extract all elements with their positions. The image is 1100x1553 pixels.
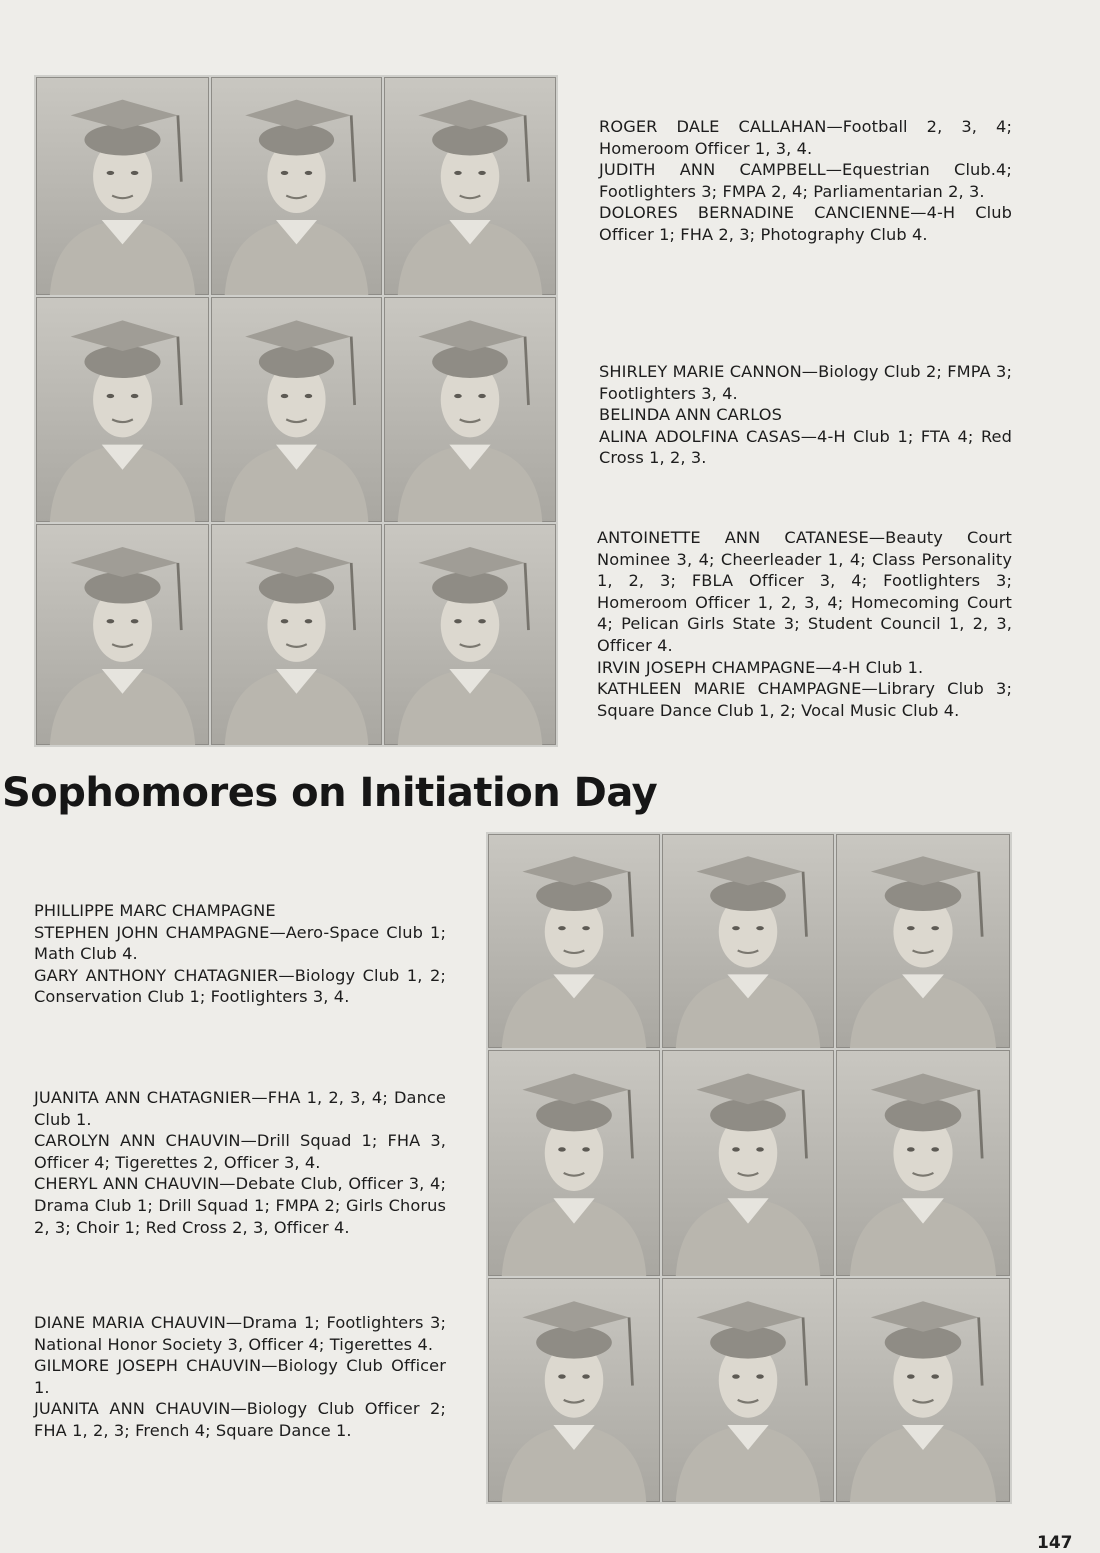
caption-entry: JUDITH ANN CAMPBELL—Equestrian Club.4; Footlighters 3; FMPA 2, 4; Parliamentarian 2, 3. [599, 160, 1012, 201]
portrait-silhouette [384, 524, 556, 745]
caption-group-6 [34, 1312, 446, 1442]
caption-entry: STEPHEN JOHN CHAMPAGNE—Aero-Space Club 1; Math Club 4. [34, 922, 446, 964]
portrait-diane-chauvin [488, 1278, 660, 1502]
portrait-silhouette [384, 77, 556, 295]
portrait-juanita-chauvin [836, 1278, 1010, 1502]
portrait-cheryl-chauvin [836, 1050, 1010, 1276]
portrait-silhouette [488, 1278, 660, 1502]
portrait-silhouette [36, 524, 209, 745]
caption-group-3 [597, 527, 1012, 721]
portrait-cannon [36, 297, 209, 522]
caption-group-5 [34, 1087, 446, 1238]
portrait-silhouette [836, 834, 1010, 1048]
caption-entry: KATHLEEN MARIE CHAMPAGNE—Library Club 3; Square Dance Club 1, 2; Vocal Music Club 4. [597, 679, 1012, 720]
caption-entry: DIANE MARIA CHAUVIN—Drama 1; Footlighters 3; National Honor Society 3, Officer 4; Tigerettes 4. [34, 1313, 446, 1354]
portrait-carlos [211, 297, 382, 522]
portrait-campbell [211, 77, 382, 295]
portrait-stephen-champagne [662, 834, 834, 1048]
portrait-silhouette [836, 1278, 1010, 1502]
portrait-catanese [36, 524, 209, 745]
caption-entry: GILMORE JOSEPH CHAUVIN—Biology Club Officer 1. [34, 1356, 446, 1397]
caption-entry: DOLORES BERNADINE CANCIENNE—4-H Club Officer 1; FHA 2, 3; Photography Club 4. [599, 203, 1012, 244]
portrait-silhouette [488, 834, 660, 1048]
portrait-juanita-chatagnier [488, 1050, 660, 1276]
caption-entry: PHILLIPPE MARC CHAMPAGNE [34, 901, 276, 920]
portrait-cancienne [384, 77, 556, 295]
portrait-irvin-champagne [211, 524, 382, 745]
portrait-phillippe-champagne [488, 834, 660, 1048]
caption-entry: ALINA ADOLFINA CASAS—4-H Club 1; FTA 4; Red Cross 1, 2, 3. [599, 426, 1012, 468]
portrait-silhouette [384, 297, 556, 522]
portrait-silhouette [211, 77, 382, 295]
portrait-silhouette [662, 1278, 834, 1502]
caption-entry: IRVIN JOSEPH CHAMPAGNE—4-H Club 1. [597, 657, 924, 677]
portrait-silhouette [211, 297, 382, 522]
caption-group-4 [34, 900, 446, 1008]
caption-entry: ROGER DALE CALLAHAN—Football 2, 3, 4; Homeroom Officer 1, 3, 4. [599, 117, 1012, 158]
section-heading: Sophomores on Initiation Day [2, 770, 658, 816]
caption-group-1 [599, 116, 1012, 246]
caption-entry: CHERYL ANN CHAUVIN—Debate Club, Officer 3, 4; Drama Club 1; Drill Squad 1; FMPA 2; Girls Chorus 2, 3; Choir 1; Red Cross 2, 3, Officer 4. [34, 1174, 446, 1237]
portrait-silhouette [211, 524, 382, 745]
bottom-photo-grid [486, 832, 1012, 1504]
portrait-kathleen-champagne [384, 524, 556, 745]
caption-entry: JUANITA ANN CHAUVIN—Biology Club Officer 2; FHA 1, 2, 3; French 4; Square Dance 1. [34, 1399, 446, 1440]
page-number: 147 [1037, 1533, 1073, 1553]
portrait-silhouette [662, 834, 834, 1048]
caption-entry: JUANITA ANN CHATAGNIER—FHA 1, 2, 3, 4; Dance Club 1. [34, 1088, 446, 1129]
portrait-gilmore-chauvin [662, 1278, 834, 1502]
portrait-silhouette [36, 297, 209, 522]
portrait-silhouette [836, 1050, 1010, 1276]
top-photo-grid [34, 75, 558, 747]
caption-entry: GARY ANTHONY CHATAGNIER—Biology Club 1, 2; Conservation Club 1; Footlighters 3, 4. [34, 965, 446, 1007]
portrait-silhouette [662, 1050, 834, 1276]
portrait-gary-chatagnier [836, 834, 1010, 1048]
portrait-casas [384, 297, 556, 522]
portrait-silhouette [36, 77, 209, 295]
portrait-callahan [36, 77, 209, 295]
caption-entry: ANTOINETTE ANN CATANESE—Beauty Court Nominee 3, 4; Cheerleader 1, 4; Class Personality 1, 2, 3; FBLA Officer 3, 4; Footlighters 3; Homeroom Officer 1, 2, 3, 4; Homecoming Court 4; Pelican Girls State 3; Student Council 1, 2, 3, Officer 4. [597, 528, 1012, 655]
caption-entry: BELINDA ANN CARLOS [599, 405, 782, 425]
portrait-carolyn-chauvin [662, 1050, 834, 1276]
caption-entry: SHIRLEY MARIE CANNON—Biology Club 2; FMPA 3; Footlighters 3, 4. [599, 362, 1012, 403]
caption-group-2 [599, 361, 1012, 469]
caption-entry: CAROLYN ANN CHAUVIN—Drill Squad 1; FHA 3, Officer 4; Tigerettes 2, Officer 3, 4. [34, 1131, 446, 1172]
portrait-silhouette [488, 1050, 660, 1276]
